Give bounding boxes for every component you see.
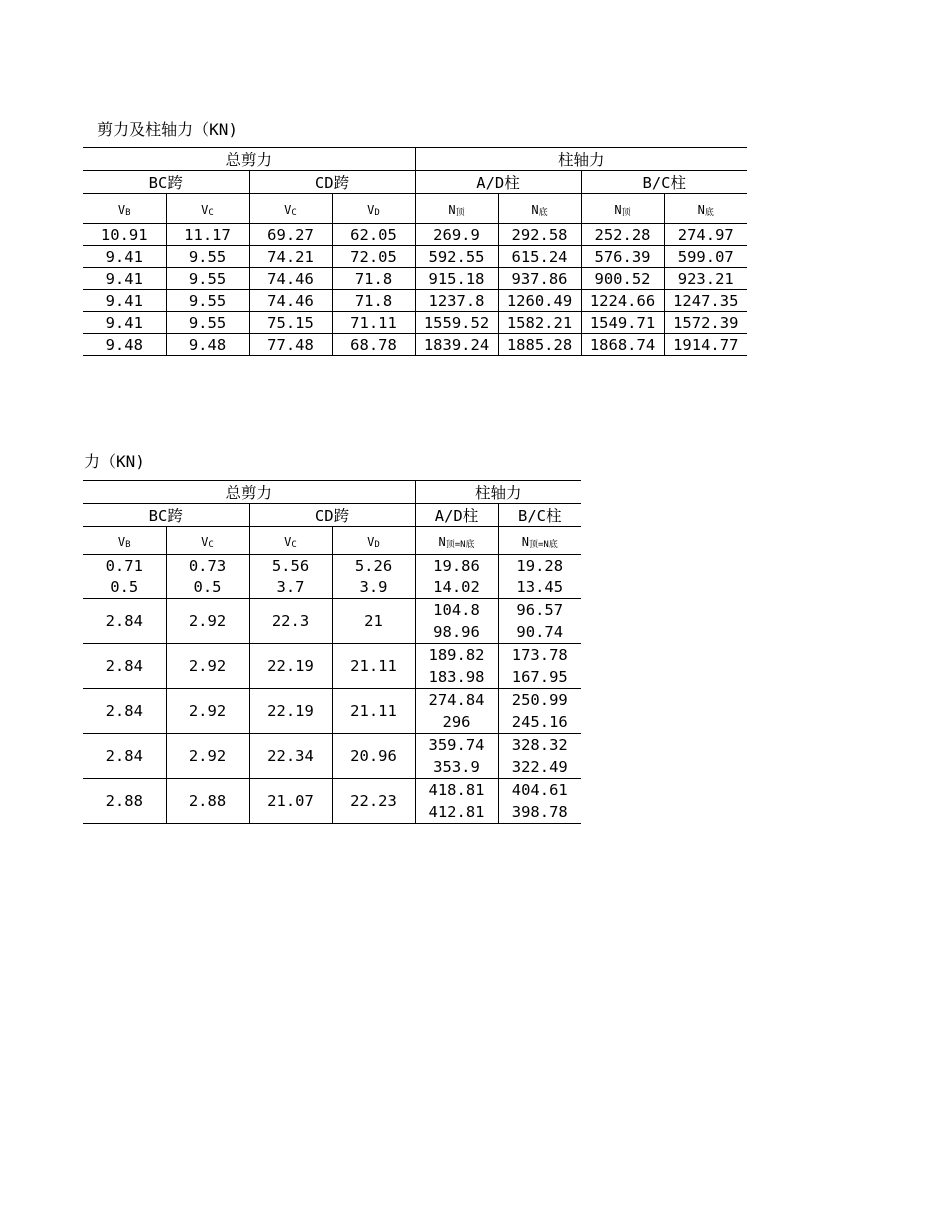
table-cell: 9.41 [83, 290, 166, 312]
stacked-value: 245.16 [511, 713, 568, 731]
col-symbol [332, 194, 415, 224]
header-bc-column: B/C柱 [581, 171, 747, 194]
header-column-axial: 柱轴力 [415, 481, 581, 504]
symbol-subscript: D [374, 207, 380, 218]
table-cell-stacked [415, 689, 498, 734]
table-cell: 1839.24 [415, 334, 498, 356]
stacked-value: 412.81 [428, 803, 485, 821]
stacked-value: 359.74 [428, 736, 485, 754]
table-row [83, 246, 747, 268]
table-cell: 9.41 [83, 312, 166, 334]
table-cell: 1914.77 [664, 334, 747, 356]
symbol-subscript: B [125, 207, 131, 218]
table-cell: 74.46 [249, 268, 332, 290]
table-cell: 21.11 [332, 689, 415, 734]
table-row [83, 689, 581, 734]
col-symbol [415, 194, 498, 224]
table-cell: 21.11 [332, 644, 415, 689]
table-row [83, 577, 581, 599]
table-cell: 20.96 [332, 734, 415, 779]
stacked-value: 98.96 [433, 623, 480, 641]
table-cell: 9.41 [83, 268, 166, 290]
table-cell: 21.07 [249, 779, 332, 824]
table-cell: 599.07 [664, 246, 747, 268]
table-row [83, 734, 581, 779]
symbol-subscript: 底 [704, 207, 714, 218]
table-cell: 2.84 [83, 689, 166, 734]
stacked-value: 404.61 [511, 781, 568, 799]
table1-title: 剪力及柱轴力（KN) [97, 120, 238, 139]
col-symbol [498, 194, 581, 224]
stacked-value: 418.81 [428, 781, 485, 799]
table-cell: 62.05 [332, 224, 415, 246]
table-cell: 1885.28 [498, 334, 581, 356]
header-cd-span: CD跨 [249, 504, 415, 527]
table-cell: 74.46 [249, 290, 332, 312]
table-cell: 9.55 [166, 268, 249, 290]
symbol-main: N [438, 534, 446, 549]
stacked-value: 173.78 [511, 646, 568, 664]
table-cell: 269.9 [415, 224, 498, 246]
table-cell: 14.02 [415, 577, 498, 599]
header-total-shear: 总剪力 [83, 481, 415, 504]
symbol-subscript: 顶 [455, 207, 465, 218]
table-cell: 2.92 [166, 734, 249, 779]
table-row [83, 334, 747, 356]
table-cell: 71.8 [332, 290, 415, 312]
symbol-subscript: D [374, 539, 380, 550]
col-symbol [83, 194, 166, 224]
table-cell: 22.19 [249, 644, 332, 689]
col-symbol [581, 194, 664, 224]
table-cell: 592.55 [415, 246, 498, 268]
table-cell: 2.88 [83, 779, 166, 824]
header-bc-column: B/C柱 [498, 504, 581, 527]
table-row [83, 312, 747, 334]
table-cell: 900.52 [581, 268, 664, 290]
stacked-value: 189.82 [428, 646, 485, 664]
table-cell: 13.45 [498, 577, 581, 599]
table-cell: 0.5 [83, 577, 166, 599]
table-cell: 292.58 [498, 224, 581, 246]
table-cell-stacked [498, 734, 581, 779]
table-cell: 615.24 [498, 246, 581, 268]
table-cell: 2.84 [83, 734, 166, 779]
table-cell: 5.56 [249, 555, 332, 577]
table-cell: 9.48 [83, 334, 166, 356]
table-cell-stacked [498, 779, 581, 824]
table-cell: 252.28 [581, 224, 664, 246]
table-cell: 1582.21 [498, 312, 581, 334]
table-cell: 9.55 [166, 246, 249, 268]
col-symbol [166, 194, 249, 224]
table-row [83, 290, 747, 312]
table-cell: 0.73 [166, 555, 249, 577]
symbol-main: N [521, 534, 529, 549]
stacked-value: 250.99 [511, 691, 568, 709]
col-symbol [664, 194, 747, 224]
symbol-main: V [117, 534, 126, 549]
table-cell: 1247.35 [664, 290, 747, 312]
table-cell: 22.34 [249, 734, 332, 779]
symbol-main: V [367, 202, 375, 217]
table-cell: 923.21 [664, 268, 747, 290]
table-cell: 576.39 [581, 246, 664, 268]
table-cell: 75.15 [249, 312, 332, 334]
table-cell-stacked [415, 779, 498, 824]
table-cell: 1572.39 [664, 312, 747, 334]
symbol-main: N [614, 202, 622, 217]
shear-axial-table-2 [83, 480, 581, 824]
table-cell: 2.92 [166, 599, 249, 644]
table-cell: 9.48 [166, 334, 249, 356]
stacked-value: 274.84 [428, 691, 485, 709]
header-total-shear: 总剪力 [83, 148, 415, 171]
symbol-subscript: 顶=N底 [445, 539, 475, 550]
table-cell: 915.18 [415, 268, 498, 290]
symbol-subscript: C [291, 539, 297, 550]
table-cell: 9.41 [83, 246, 166, 268]
stacked-value: 328.32 [511, 736, 568, 754]
table-cell: 2.92 [166, 689, 249, 734]
table-cell: 1559.52 [415, 312, 498, 334]
table-cell-stacked [415, 734, 498, 779]
stacked-value: 296 [442, 713, 471, 731]
table-cell: 937.86 [498, 268, 581, 290]
col-symbol [498, 527, 581, 555]
table-cell-stacked [498, 644, 581, 689]
table-cell: 1224.66 [581, 290, 664, 312]
table-cell: 72.05 [332, 246, 415, 268]
symbol-main: N [697, 202, 705, 217]
table-row [83, 599, 581, 644]
header-column-axial: 柱轴力 [415, 148, 747, 171]
table-cell: 74.21 [249, 246, 332, 268]
table-cell: 1260.49 [498, 290, 581, 312]
symbol-main: N [448, 202, 456, 217]
table-cell: 9.55 [166, 290, 249, 312]
table-cell: 0.5 [166, 577, 249, 599]
header-bc-span: BC跨 [83, 171, 249, 194]
table-cell: 71.11 [332, 312, 415, 334]
symbol-main: N [531, 202, 539, 217]
table-cell: 11.17 [166, 224, 249, 246]
symbol-subscript: B [125, 539, 131, 550]
table-cell: 10.91 [83, 224, 166, 246]
symbol-main: V [367, 534, 375, 549]
col-symbol [332, 527, 415, 555]
table-row [83, 268, 747, 290]
header-cd-span: CD跨 [249, 171, 415, 194]
table-cell: 9.55 [166, 312, 249, 334]
col-symbol [83, 527, 166, 555]
table-cell-stacked [498, 599, 581, 644]
stacked-value: 322.49 [511, 758, 568, 776]
table-cell-stacked [415, 599, 498, 644]
col-symbol [249, 527, 332, 555]
shear-axial-table [83, 147, 747, 356]
table-cell: 22.19 [249, 689, 332, 734]
header-ad-column: A/D柱 [415, 504, 498, 527]
symbol-main: V [201, 202, 209, 217]
table-row [83, 555, 581, 577]
header-ad-column: A/D柱 [415, 171, 581, 194]
symbol-main: V [284, 202, 292, 217]
table-cell: 1237.8 [415, 290, 498, 312]
table-cell: 2.84 [83, 599, 166, 644]
symbol-subscript: 顶=N底 [528, 539, 558, 550]
table-cell: 77.48 [249, 334, 332, 356]
symbol-subscript: 底 [538, 207, 548, 218]
col-symbol [415, 527, 498, 555]
header-bc-span: BC跨 [83, 504, 249, 527]
table-cell: 68.78 [332, 334, 415, 356]
table-cell: 3.9 [332, 577, 415, 599]
table-cell: 71.8 [332, 268, 415, 290]
table-cell: 274.97 [664, 224, 747, 246]
symbol-subscript: C [208, 539, 214, 550]
table-cell: 0.71 [105, 556, 143, 575]
symbol-main: V [117, 202, 126, 217]
symbol-main: V [284, 534, 292, 549]
stacked-value: 398.78 [511, 803, 568, 821]
table-cell: 5.26 [332, 555, 415, 577]
table-row [83, 779, 581, 824]
table-cell-stacked [498, 689, 581, 734]
table-row [83, 644, 581, 689]
stacked-value: 167.95 [511, 668, 568, 686]
symbol-subscript: C [291, 207, 297, 218]
stacked-value: 90.74 [516, 623, 564, 641]
symbol-row [83, 194, 747, 224]
symbol-main: V [201, 534, 209, 549]
table-cell-stacked [415, 644, 498, 689]
symbol-subscript: 顶 [621, 207, 631, 218]
table-cell: 1868.74 [581, 334, 664, 356]
table-cell: 1549.71 [581, 312, 664, 334]
table-cell: 22.3 [249, 599, 332, 644]
table-cell: 2.88 [166, 779, 249, 824]
stacked-value: 104.8 [433, 601, 480, 619]
table-cell: 3.7 [249, 577, 332, 599]
table-cell: 2.84 [83, 644, 166, 689]
table-cell: 2.92 [166, 644, 249, 689]
stacked-value: 183.98 [428, 668, 485, 686]
table-cell: 19.86 [415, 555, 498, 577]
table-cell: 69.27 [249, 224, 332, 246]
table-cell: 21 [332, 599, 415, 644]
table-cell: 19.28 [498, 555, 581, 577]
table-cell: 22.23 [332, 779, 415, 824]
col-symbol [249, 194, 332, 224]
table-row [83, 224, 747, 246]
symbol-subscript: C [208, 207, 214, 218]
col-symbol [166, 527, 249, 555]
symbol-row [83, 527, 581, 555]
stacked-value: 353.9 [433, 758, 480, 776]
table2-title: 力（KN) [84, 452, 145, 471]
stacked-value: 96.57 [516, 601, 564, 619]
